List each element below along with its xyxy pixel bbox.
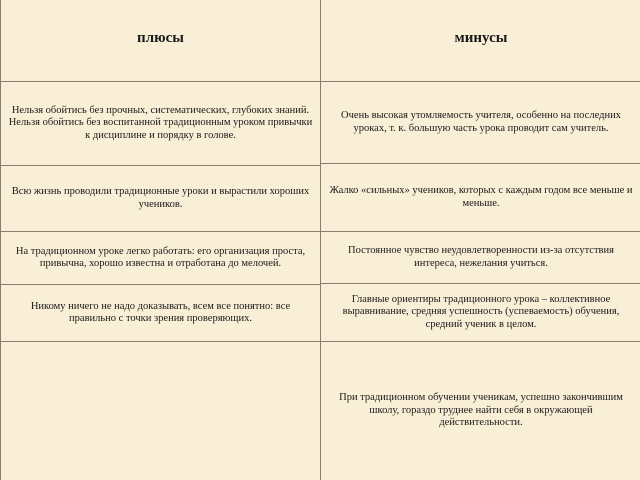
- pros-header: плюсы: [137, 30, 184, 47]
- cons-item: Постоянное чувство неудовлетворенности из-за отсутствия интереса, нежелания учиться.: [348, 245, 614, 269]
- pros-empty-cell: [1, 342, 320, 480]
- cons-item: Жалко «сильных» учеников, которых с каждым годом все меньше и меньше.: [329, 185, 633, 209]
- cons-item: Главные ориентиры традиционного урока – коллективное выравнивание, средняя успешность (успеваемость) обучения, средний ученик в целом.: [342, 293, 620, 330]
- pros-item: На традиционном уроке легко работать: его организация проста, привычна, хорошо известна и отработана до мелочей.: [15, 245, 306, 269]
- cons-header: минусы: [454, 30, 508, 47]
- pros-item: Нельзя обойтись без прочных, систематических, глубоких знаний. Нельзя обойтись без воспитанной традиционным уроком привычки к дисциплине и порядку в голове.: [8, 104, 313, 141]
- cons-item: При традиционном обучении ученикам, успешно закончившим школу, гораздо труднее найти себя в окружающей действительности.: [339, 392, 623, 429]
- pros-item: Никому ничего не надо доказывать, всем все понятно: все правильно с точки зрения проверяющих.: [30, 300, 291, 324]
- cons-item: Очень высокая утомляемость учителя, особенно на последних уроках, т. к. большую часть урока проводит сам учитель.: [341, 110, 621, 134]
- pros-item: Всю жизнь проводили традиционные уроки и вырастили хороших учеников.: [11, 186, 310, 210]
